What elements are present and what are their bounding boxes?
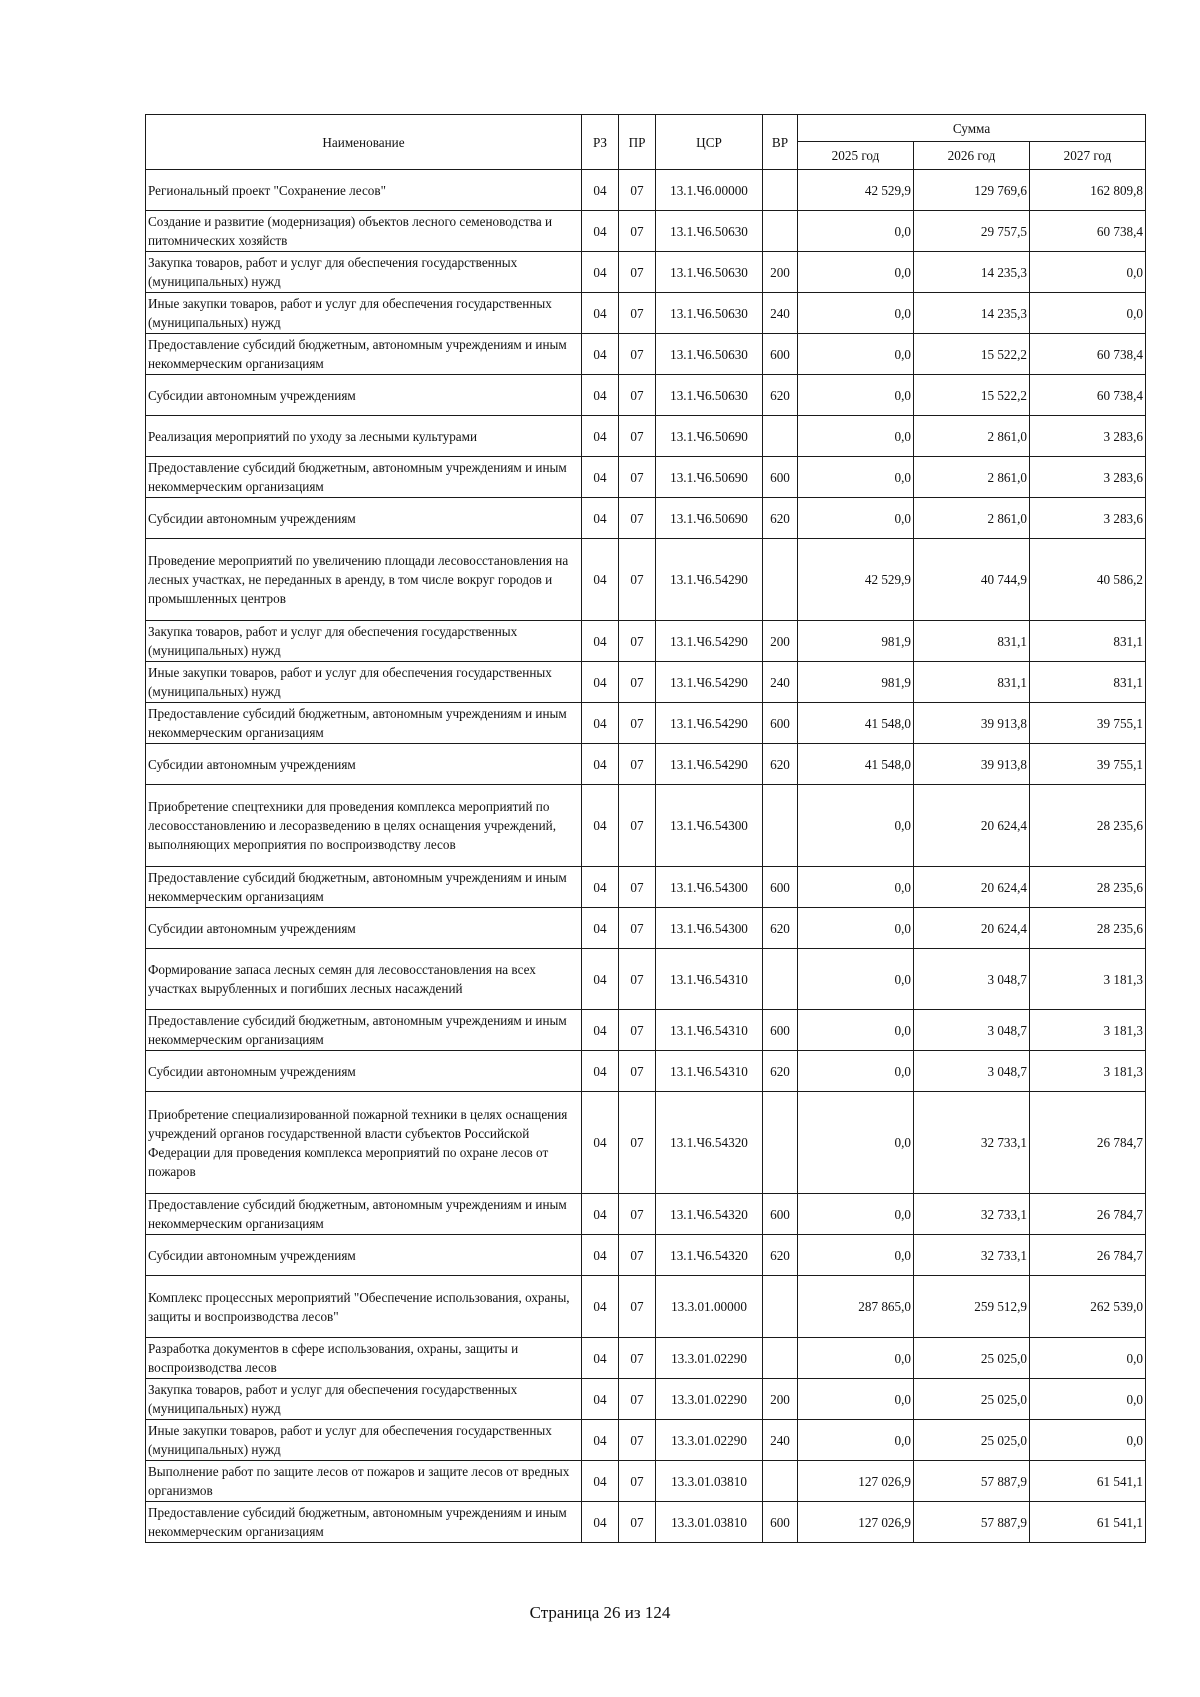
row-amount-2027: 39 755,1 (1030, 703, 1146, 744)
row-amount-2026: 14 235,3 (914, 252, 1030, 293)
row-amount-2027: 0,0 (1030, 1420, 1146, 1461)
row-amount-2026: 25 025,0 (914, 1379, 1030, 1420)
row-amount-2027: 0,0 (1030, 1338, 1146, 1379)
row-amount-2027: 60 738,4 (1030, 211, 1146, 252)
row-amount-2025: 0,0 (798, 949, 914, 1010)
row-amount-2025: 0,0 (798, 867, 914, 908)
row-vr: 240 (763, 662, 798, 703)
row-amount-2027: 3 181,3 (1030, 1051, 1146, 1092)
row-name: Приобретение специализированной пожарной техники в целях оснащения учреждений органов государственной власти субъектов Российской Федерации для проведения комплекса мероприятий по охране лесов от пожаров (146, 1092, 582, 1194)
row-amount-2025: 0,0 (798, 1379, 914, 1420)
row-pr: 07 (619, 662, 656, 703)
row-amount-2026: 2 861,0 (914, 457, 1030, 498)
row-vr (763, 1092, 798, 1194)
row-pr: 07 (619, 1194, 656, 1235)
row-csr: 13.3.01.00000 (656, 1276, 763, 1338)
row-rz: 04 (582, 1235, 619, 1276)
row-vr (763, 1276, 798, 1338)
row-amount-2026: 831,1 (914, 621, 1030, 662)
row-csr: 13.1.Ч6.54300 (656, 785, 763, 867)
row-amount-2025: 0,0 (798, 293, 914, 334)
row-csr: 13.1.Ч6.50630 (656, 211, 763, 252)
row-csr: 13.1.Ч6.54310 (656, 1051, 763, 1092)
row-pr: 07 (619, 1379, 656, 1420)
row-amount-2026: 831,1 (914, 662, 1030, 703)
table-row (146, 1194, 1146, 1235)
row-amount-2026: 14 235,3 (914, 293, 1030, 334)
row-name: Закупка товаров, работ и услуг для обеспечения государственных (муниципальных) нужд (146, 252, 582, 293)
row-name: Иные закупки товаров, работ и услуг для обеспечения государственных (муниципальных) нужд (146, 293, 582, 334)
row-vr: 600 (763, 1502, 798, 1543)
table-row (146, 375, 1146, 416)
row-rz: 04 (582, 1010, 619, 1051)
row-vr (763, 949, 798, 1010)
table-body (146, 170, 1146, 1543)
row-pr: 07 (619, 1461, 656, 1502)
row-amount-2026: 40 744,9 (914, 539, 1030, 621)
row-amount-2027: 262 539,0 (1030, 1276, 1146, 1338)
row-amount-2025: 0,0 (798, 1420, 914, 1461)
row-amount-2026: 259 512,9 (914, 1276, 1030, 1338)
row-name: Предоставление субсидий бюджетным, автономным учреждениям и иным некоммерческим организациям (146, 703, 582, 744)
row-amount-2026: 29 757,5 (914, 211, 1030, 252)
row-amount-2027: 3 283,6 (1030, 498, 1146, 539)
row-name: Комплекс процессных мероприятий "Обеспечение использования, охраны, защиты и воспроизводства лесов" (146, 1276, 582, 1338)
row-amount-2027: 60 738,4 (1030, 375, 1146, 416)
row-rz: 04 (582, 293, 619, 334)
row-amount-2025: 0,0 (798, 1051, 914, 1092)
row-amount-2027: 0,0 (1030, 252, 1146, 293)
row-vr: 600 (763, 334, 798, 375)
row-amount-2027: 61 541,1 (1030, 1502, 1146, 1543)
table-row (146, 211, 1146, 252)
row-name: Предоставление субсидий бюджетным, автономным учреждениям и иным некоммерческим организациям (146, 867, 582, 908)
row-csr: 13.1.Ч6.50690 (656, 457, 763, 498)
row-name: Предоставление субсидий бюджетным, автономным учреждениям и иным некоммерческим организациям (146, 1502, 582, 1543)
header-2025: 2025 год (798, 142, 914, 170)
table-row (146, 170, 1146, 211)
table-row (146, 785, 1146, 867)
row-csr: 13.3.01.03810 (656, 1502, 763, 1543)
row-amount-2025: 41 548,0 (798, 703, 914, 744)
table-row (146, 621, 1146, 662)
row-amount-2027: 60 738,4 (1030, 334, 1146, 375)
table-row (146, 1010, 1146, 1051)
row-name: Иные закупки товаров, работ и услуг для обеспечения государственных (муниципальных) нужд (146, 662, 582, 703)
row-csr: 13.1.Ч6.54290 (656, 621, 763, 662)
row-vr: 620 (763, 908, 798, 949)
row-name: Субсидии автономным учреждениям (146, 1235, 582, 1276)
row-pr: 07 (619, 457, 656, 498)
row-rz: 04 (582, 867, 619, 908)
row-csr: 13.1.Ч6.54310 (656, 1010, 763, 1051)
row-rz: 04 (582, 498, 619, 539)
table-row (146, 539, 1146, 621)
row-amount-2026: 39 913,8 (914, 744, 1030, 785)
row-pr: 07 (619, 1502, 656, 1543)
row-pr: 07 (619, 211, 656, 252)
row-rz: 04 (582, 334, 619, 375)
row-rz: 04 (582, 662, 619, 703)
row-amount-2026: 3 048,7 (914, 1051, 1030, 1092)
row-amount-2025: 0,0 (798, 1092, 914, 1194)
row-pr: 07 (619, 1010, 656, 1051)
row-pr: 07 (619, 1092, 656, 1194)
row-amount-2025: 0,0 (798, 1338, 914, 1379)
row-name: Субсидии автономным учреждениям (146, 1051, 582, 1092)
row-amount-2027: 0,0 (1030, 1379, 1146, 1420)
row-vr: 600 (763, 703, 798, 744)
row-csr: 13.1.Ч6.50690 (656, 498, 763, 539)
row-amount-2026: 32 733,1 (914, 1092, 1030, 1194)
row-pr: 07 (619, 416, 656, 457)
row-name: Субсидии автономным учреждениям (146, 498, 582, 539)
table-row (146, 334, 1146, 375)
row-name: Предоставление субсидий бюджетным, автономным учреждениям и иным некоммерческим организациям (146, 457, 582, 498)
row-vr: 620 (763, 1051, 798, 1092)
row-amount-2026: 3 048,7 (914, 1010, 1030, 1051)
row-rz: 04 (582, 539, 619, 621)
header-2027: 2027 год (1030, 142, 1146, 170)
row-vr: 600 (763, 1194, 798, 1235)
row-amount-2025: 0,0 (798, 785, 914, 867)
header-sum: Сумма (798, 115, 1146, 142)
header-csr: ЦСР (656, 115, 763, 170)
row-amount-2026: 20 624,4 (914, 867, 1030, 908)
row-amount-2027: 26 784,7 (1030, 1235, 1146, 1276)
row-csr: 13.1.Ч6.54320 (656, 1194, 763, 1235)
row-amount-2027: 28 235,6 (1030, 867, 1146, 908)
row-vr (763, 211, 798, 252)
row-vr (763, 785, 798, 867)
row-pr: 07 (619, 1276, 656, 1338)
row-vr: 620 (763, 1235, 798, 1276)
row-name: Иные закупки товаров, работ и услуг для обеспечения государственных (муниципальных) нужд (146, 1420, 582, 1461)
row-amount-2025: 41 548,0 (798, 744, 914, 785)
row-amount-2026: 25 025,0 (914, 1338, 1030, 1379)
row-vr: 200 (763, 621, 798, 662)
row-amount-2026: 2 861,0 (914, 416, 1030, 457)
row-csr: 13.3.01.02290 (656, 1338, 763, 1379)
row-vr: 600 (763, 457, 798, 498)
row-pr: 07 (619, 949, 656, 1010)
row-amount-2025: 0,0 (798, 211, 914, 252)
table-row (146, 908, 1146, 949)
row-vr: 600 (763, 867, 798, 908)
table-row (146, 867, 1146, 908)
header-name: Наименование (146, 115, 582, 170)
row-pr: 07 (619, 785, 656, 867)
row-rz: 04 (582, 1092, 619, 1194)
row-vr: 240 (763, 293, 798, 334)
row-vr: 620 (763, 375, 798, 416)
row-name: Создание и развитие (модернизация) объектов лесного семеноводства и питомнических хозяйств (146, 211, 582, 252)
row-pr: 07 (619, 744, 656, 785)
table-row (146, 1092, 1146, 1194)
table-row (146, 949, 1146, 1010)
row-amount-2025: 0,0 (798, 1194, 914, 1235)
row-vr: 200 (763, 252, 798, 293)
row-vr (763, 539, 798, 621)
row-rz: 04 (582, 375, 619, 416)
table-row (146, 498, 1146, 539)
row-amount-2027: 40 586,2 (1030, 539, 1146, 621)
row-name: Разработка документов в сфере использования, охраны, защиты и воспроизводства лесов (146, 1338, 582, 1379)
row-rz: 04 (582, 1379, 619, 1420)
row-pr: 07 (619, 1235, 656, 1276)
row-rz: 04 (582, 211, 619, 252)
row-vr (763, 170, 798, 211)
row-name: Субсидии автономным учреждениям (146, 908, 582, 949)
row-csr: 13.1.Ч6.50630 (656, 375, 763, 416)
page-number: Страница 26 из 124 (529, 1603, 671, 1622)
row-amount-2026: 32 733,1 (914, 1194, 1030, 1235)
row-amount-2026: 25 025,0 (914, 1420, 1030, 1461)
row-csr: 13.1.Ч6.50630 (656, 293, 763, 334)
row-rz: 04 (582, 416, 619, 457)
table-header (146, 115, 1146, 170)
row-rz: 04 (582, 252, 619, 293)
row-name: Закупка товаров, работ и услуг для обеспечения государственных (муниципальных) нужд (146, 621, 582, 662)
row-name: Предоставление субсидий бюджетным, автономным учреждениям и иным некоммерческим организациям (146, 334, 582, 375)
row-pr: 07 (619, 1051, 656, 1092)
table-row (146, 744, 1146, 785)
row-amount-2025: 127 026,9 (798, 1502, 914, 1543)
row-amount-2026: 2 861,0 (914, 498, 1030, 539)
row-name: Региональный проект "Сохранение лесов" (146, 170, 582, 211)
row-rz: 04 (582, 1338, 619, 1379)
row-csr: 13.1.Ч6.54290 (656, 662, 763, 703)
row-vr: 600 (763, 1010, 798, 1051)
header-rz: РЗ (582, 115, 619, 170)
row-amount-2025: 42 529,9 (798, 170, 914, 211)
row-vr: 620 (763, 744, 798, 785)
row-vr: 240 (763, 1420, 798, 1461)
row-amount-2027: 3 283,6 (1030, 457, 1146, 498)
row-name: Субсидии автономным учреждениям (146, 744, 582, 785)
row-rz: 04 (582, 170, 619, 211)
row-pr: 07 (619, 867, 656, 908)
row-amount-2027: 26 784,7 (1030, 1194, 1146, 1235)
row-amount-2026: 57 887,9 (914, 1502, 1030, 1543)
row-rz: 04 (582, 1051, 619, 1092)
row-csr: 13.3.01.02290 (656, 1420, 763, 1461)
row-amount-2025: 287 865,0 (798, 1276, 914, 1338)
row-rz: 04 (582, 703, 619, 744)
row-amount-2026: 20 624,4 (914, 908, 1030, 949)
table-row (146, 416, 1146, 457)
row-vr (763, 1461, 798, 1502)
row-amount-2025: 0,0 (798, 1010, 914, 1051)
row-csr: 13.1.Ч6.54310 (656, 949, 763, 1010)
row-amount-2026: 129 769,6 (914, 170, 1030, 211)
row-amount-2025: 0,0 (798, 252, 914, 293)
row-amount-2027: 0,0 (1030, 293, 1146, 334)
row-name: Закупка товаров, работ и услуг для обеспечения государственных (муниципальных) нужд (146, 1379, 582, 1420)
row-pr: 07 (619, 1338, 656, 1379)
row-rz: 04 (582, 1420, 619, 1461)
header-2026: 2026 год (914, 142, 1030, 170)
row-amount-2025: 127 026,9 (798, 1461, 914, 1502)
row-amount-2026: 15 522,2 (914, 334, 1030, 375)
row-amount-2026: 32 733,1 (914, 1235, 1030, 1276)
budget-table (145, 114, 1146, 1543)
row-vr (763, 1338, 798, 1379)
row-amount-2025: 0,0 (798, 416, 914, 457)
row-pr: 07 (619, 621, 656, 662)
row-amount-2025: 981,9 (798, 662, 914, 703)
row-name: Реализация мероприятий по уходу за лесными культурами (146, 416, 582, 457)
header-vr: ВР (763, 115, 798, 170)
table-row (146, 703, 1146, 744)
row-rz: 04 (582, 908, 619, 949)
row-csr: 13.1.Ч6.54320 (656, 1235, 763, 1276)
row-csr: 13.1.Ч6.54290 (656, 539, 763, 621)
row-name: Предоставление субсидий бюджетным, автономным учреждениям и иным некоммерческим организациям (146, 1010, 582, 1051)
row-rz: 04 (582, 1461, 619, 1502)
row-name: Приобретение спецтехники для проведения комплекса мероприятий по лесовосстановлению и лесоразведению в целях оснащения учреждений, выполняющих мероприятия по воспроизводству лесов (146, 785, 582, 867)
row-name: Выполнение работ по защите лесов от пожаров и защите лесов от вредных организмов (146, 1461, 582, 1502)
header-pr: ПР (619, 115, 656, 170)
table-row (146, 662, 1146, 703)
row-rz: 04 (582, 1194, 619, 1235)
row-amount-2025: 42 529,9 (798, 539, 914, 621)
row-amount-2026: 20 624,4 (914, 785, 1030, 867)
table-row (146, 1276, 1146, 1338)
row-csr: 13.1.Ч6.50630 (656, 334, 763, 375)
row-pr: 07 (619, 498, 656, 539)
row-amount-2027: 3 181,3 (1030, 949, 1146, 1010)
row-amount-2027: 39 755,1 (1030, 744, 1146, 785)
row-pr: 07 (619, 252, 656, 293)
table-row (146, 1461, 1146, 1502)
row-pr: 07 (619, 375, 656, 416)
row-name: Проведение мероприятий по увеличению площади лесовосстановления на лесных участках, не переданных в аренду, в том числе вокруг городов и промышленных центров (146, 539, 582, 621)
row-pr: 07 (619, 1420, 656, 1461)
row-amount-2025: 0,0 (798, 375, 914, 416)
row-csr: 13.3.01.02290 (656, 1379, 763, 1420)
table-row (146, 1420, 1146, 1461)
row-rz: 04 (582, 457, 619, 498)
row-amount-2026: 39 913,8 (914, 703, 1030, 744)
row-pr: 07 (619, 334, 656, 375)
table-row (146, 1235, 1146, 1276)
table-row (146, 1502, 1146, 1543)
row-amount-2025: 0,0 (798, 498, 914, 539)
row-vr: 620 (763, 498, 798, 539)
row-csr: 13.1.Ч6.54320 (656, 1092, 763, 1194)
row-csr: 13.3.01.03810 (656, 1461, 763, 1502)
row-amount-2027: 28 235,6 (1030, 908, 1146, 949)
row-csr: 13.1.Ч6.50690 (656, 416, 763, 457)
row-amount-2025: 0,0 (798, 908, 914, 949)
row-amount-2027: 831,1 (1030, 662, 1146, 703)
table-row (146, 1379, 1146, 1420)
row-amount-2026: 3 048,7 (914, 949, 1030, 1010)
table-row (146, 1338, 1146, 1379)
table-row (146, 252, 1146, 293)
row-vr (763, 416, 798, 457)
row-rz: 04 (582, 1502, 619, 1543)
row-amount-2025: 0,0 (798, 334, 914, 375)
row-name: Предоставление субсидий бюджетным, автономным учреждениям и иным некоммерческим организациям (146, 1194, 582, 1235)
row-pr: 07 (619, 539, 656, 621)
row-rz: 04 (582, 785, 619, 867)
row-amount-2027: 162 809,8 (1030, 170, 1146, 211)
row-amount-2025: 0,0 (798, 457, 914, 498)
row-csr: 13.1.Ч6.50630 (656, 252, 763, 293)
row-amount-2027: 3 181,3 (1030, 1010, 1146, 1051)
row-rz: 04 (582, 1276, 619, 1338)
row-name: Формирование запаса лесных семян для лесовосстановления на всех участках вырубленных и погибших лесных насаждений (146, 949, 582, 1010)
table-row (146, 457, 1146, 498)
row-amount-2027: 26 784,7 (1030, 1092, 1146, 1194)
table-row (146, 293, 1146, 334)
row-amount-2027: 28 235,6 (1030, 785, 1146, 867)
row-csr: 13.1.Ч6.54300 (656, 908, 763, 949)
row-pr: 07 (619, 170, 656, 211)
row-vr: 200 (763, 1379, 798, 1420)
row-pr: 07 (619, 703, 656, 744)
row-csr: 13.1.Ч6.00000 (656, 170, 763, 211)
row-amount-2026: 57 887,9 (914, 1461, 1030, 1502)
row-pr: 07 (619, 293, 656, 334)
row-csr: 13.1.Ч6.54290 (656, 703, 763, 744)
row-rz: 04 (582, 744, 619, 785)
row-rz: 04 (582, 949, 619, 1010)
row-pr: 07 (619, 908, 656, 949)
row-csr: 13.1.Ч6.54300 (656, 867, 763, 908)
row-amount-2027: 831,1 (1030, 621, 1146, 662)
row-csr: 13.1.Ч6.54290 (656, 744, 763, 785)
row-amount-2025: 0,0 (798, 1235, 914, 1276)
row-rz: 04 (582, 621, 619, 662)
row-amount-2027: 3 283,6 (1030, 416, 1146, 457)
row-amount-2025: 981,9 (798, 621, 914, 662)
table-row (146, 1051, 1146, 1092)
row-amount-2027: 61 541,1 (1030, 1461, 1146, 1502)
row-name: Субсидии автономным учреждениям (146, 375, 582, 416)
row-amount-2026: 15 522,2 (914, 375, 1030, 416)
